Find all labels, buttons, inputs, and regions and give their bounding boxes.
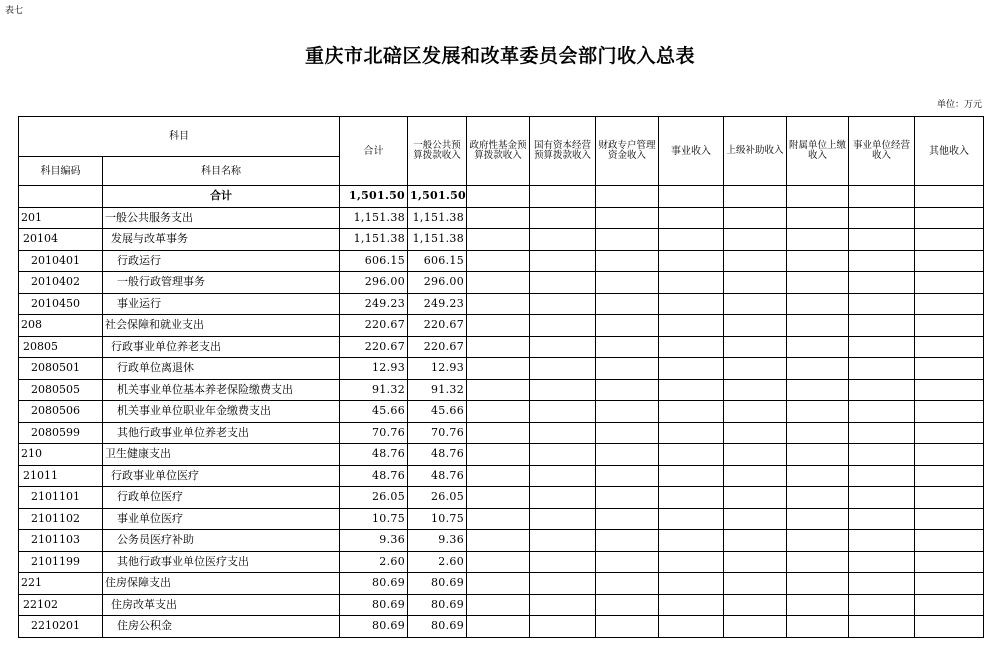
row-general-budget: 12.93: [408, 358, 467, 380]
empty-cell: [915, 530, 984, 552]
empty-cell: [787, 379, 849, 401]
empty-cell: [467, 551, 530, 573]
empty-cell: [915, 508, 984, 530]
empty-cell: [915, 229, 984, 251]
empty-cell: [530, 293, 596, 315]
empty-cell: [724, 272, 787, 294]
empty-cell: [787, 508, 849, 530]
total-row: [19, 186, 984, 208]
subject-name: 一般行政管理事务: [103, 272, 340, 294]
empty-cell: [915, 401, 984, 423]
subject-name: 其他行政事业单位医疗支出: [103, 551, 340, 573]
row-total: 10.75: [340, 508, 408, 530]
row-general-budget: 1,151.38: [408, 207, 467, 229]
table-row: [19, 616, 984, 638]
empty-cell: [915, 594, 984, 616]
empty-cell: [915, 207, 984, 229]
empty-cell: [659, 551, 724, 573]
subject-code: 208: [19, 315, 103, 337]
header-gov-fund: 政府性基金预算拨款收入: [467, 117, 530, 186]
empty-cell: [849, 573, 915, 595]
empty-cell: [659, 616, 724, 638]
row-total: 2.60: [340, 551, 408, 573]
empty-cell: [467, 530, 530, 552]
row-total: 296.00: [340, 272, 408, 294]
subject-code: 210: [19, 444, 103, 466]
subject-name: 一般公共服务支出: [103, 207, 340, 229]
empty-cell: [659, 379, 724, 401]
table-row: [19, 465, 984, 487]
empty-cell: [467, 616, 530, 638]
subject-code: 2101103: [19, 530, 103, 552]
header-operating: 事业单位经营收入: [849, 117, 915, 186]
empty-cell: [724, 422, 787, 444]
empty-cell: [596, 594, 659, 616]
subject-name: 行政运行: [103, 250, 340, 272]
subject-name: 机关事业单位职业年金缴费支出: [103, 401, 340, 423]
subject-name: 行政单位医疗: [103, 487, 340, 509]
empty-cell: [787, 250, 849, 272]
subject-name: 住房公积金: [103, 616, 340, 638]
empty-cell: [467, 422, 530, 444]
empty-cell: [724, 616, 787, 638]
row-general-budget: 70.76: [408, 422, 467, 444]
table-row: [19, 508, 984, 530]
header-business: 事业收入: [659, 117, 724, 186]
header-subject: 科目: [19, 117, 340, 157]
empty-cell: [596, 207, 659, 229]
row-general-budget: 220.67: [408, 315, 467, 337]
total-label: 合计: [103, 186, 340, 208]
empty-cell: [915, 444, 984, 466]
table-row: [19, 250, 984, 272]
empty-cell: [467, 229, 530, 251]
header-state-capital: 国有资本经营预算拨款收入: [530, 117, 596, 186]
empty-cell: [467, 207, 530, 229]
empty-cell: [596, 573, 659, 595]
empty-cell: [530, 444, 596, 466]
empty-cell: [659, 487, 724, 509]
table-row: [19, 551, 984, 573]
empty-cell: [467, 358, 530, 380]
subject-code: 201: [19, 207, 103, 229]
subject-code: 2101199: [19, 551, 103, 573]
empty-cell: [915, 487, 984, 509]
empty-cell: [659, 508, 724, 530]
row-total: 91.32: [340, 379, 408, 401]
subject-name: 行政事业单位医疗: [103, 465, 340, 487]
empty-cell: [724, 186, 787, 208]
row-general-budget: 2.60: [408, 551, 467, 573]
empty-cell: [530, 551, 596, 573]
row-total: 26.05: [340, 487, 408, 509]
subject-code: 2101102: [19, 508, 103, 530]
subject-code: 2010402: [19, 272, 103, 294]
row-general-budget: 10.75: [408, 508, 467, 530]
empty-cell: [915, 358, 984, 380]
subject-name: 卫生健康支出: [103, 444, 340, 466]
empty-cell: [596, 336, 659, 358]
empty-cell: [659, 444, 724, 466]
table-row: [19, 422, 984, 444]
header-other: 其他收入: [915, 117, 984, 186]
empty-cell: [915, 616, 984, 638]
empty-cell: [915, 250, 984, 272]
row-general-budget: 80.69: [408, 616, 467, 638]
empty-cell: [530, 229, 596, 251]
row-general-budget: 80.69: [408, 594, 467, 616]
empty-cell: [724, 444, 787, 466]
empty-cell: [915, 293, 984, 315]
header-general-budget: 一般公共预算拨款收入: [408, 117, 467, 186]
empty-cell: [849, 250, 915, 272]
subject-name: 事业单位医疗: [103, 508, 340, 530]
empty-cell: [915, 379, 984, 401]
empty-cell: [467, 594, 530, 616]
empty-cell: [724, 336, 787, 358]
subject-name: 发展与改革事务: [103, 229, 340, 251]
empty-cell: [659, 250, 724, 272]
empty-cell: [467, 379, 530, 401]
empty-cell: [849, 379, 915, 401]
row-total: 1,151.38: [340, 207, 408, 229]
row-total: 12.93: [340, 358, 408, 380]
empty-cell: [724, 379, 787, 401]
empty-cell: [849, 358, 915, 380]
empty-cell: [596, 186, 659, 208]
empty-cell: [659, 465, 724, 487]
row-general-budget: 26.05: [408, 487, 467, 509]
row-total: 48.76: [340, 444, 408, 466]
empty-cell: [787, 487, 849, 509]
empty-cell: [467, 573, 530, 595]
table-row: [19, 293, 984, 315]
empty-cell: [659, 358, 724, 380]
subject-code: 21011: [19, 465, 103, 487]
empty-cell: [849, 444, 915, 466]
empty-cell: [596, 379, 659, 401]
empty-cell: [530, 379, 596, 401]
empty-cell: [467, 272, 530, 294]
empty-cell: [530, 422, 596, 444]
empty-cell: [849, 272, 915, 294]
row-total: 220.67: [340, 336, 408, 358]
empty-cell: [724, 250, 787, 272]
empty-cell: [849, 465, 915, 487]
empty-cell: [530, 336, 596, 358]
empty-cell: [467, 487, 530, 509]
row-general-budget: 48.76: [408, 465, 467, 487]
empty-cell: [530, 186, 596, 208]
empty-cell: [724, 358, 787, 380]
header-superior-subsidy: 上级补助收入: [724, 117, 787, 186]
empty-cell: [596, 272, 659, 294]
subject-name: 住房保障支出: [103, 573, 340, 595]
table-row: [19, 315, 984, 337]
row-total: 48.76: [340, 465, 408, 487]
empty-cell: [849, 530, 915, 552]
empty-cell: [530, 250, 596, 272]
row-general-budget: 296.00: [408, 272, 467, 294]
empty-cell: [915, 465, 984, 487]
empty-cell: [596, 401, 659, 423]
total-general-budget: 1,501.50: [408, 186, 467, 208]
document-title: 重庆市北碚区发展和改革委员会部门收入总表: [304, 45, 695, 67]
row-general-budget: 9.36: [408, 530, 467, 552]
empty-cell: [596, 250, 659, 272]
empty-cell: [467, 336, 530, 358]
empty-cell: [530, 465, 596, 487]
empty-cell: [849, 487, 915, 509]
subject-code: 2010401: [19, 250, 103, 272]
empty-cell: [787, 272, 849, 294]
empty-cell: [849, 293, 915, 315]
empty-cell: [467, 465, 530, 487]
empty-cell: [724, 229, 787, 251]
subject-code: 221: [19, 573, 103, 595]
empty-cell: [659, 594, 724, 616]
empty-cell: [596, 293, 659, 315]
empty-cell: [724, 465, 787, 487]
empty-cell: [659, 422, 724, 444]
table-row: [19, 358, 984, 380]
empty-cell: [787, 401, 849, 423]
empty-cell: [659, 315, 724, 337]
empty-cell: [467, 250, 530, 272]
empty-cell: [787, 336, 849, 358]
empty-cell: [596, 465, 659, 487]
empty-cell: [530, 358, 596, 380]
empty-cell: [849, 229, 915, 251]
empty-cell: [849, 401, 915, 423]
empty-cell: [849, 315, 915, 337]
subject-code: 2210201: [19, 616, 103, 638]
subject-code: 20104: [19, 229, 103, 251]
table-row: [19, 401, 984, 423]
empty-cell: [596, 229, 659, 251]
empty-cell: [787, 573, 849, 595]
subject-name: 社会保障和就业支出: [103, 315, 340, 337]
row-general-budget: 48.76: [408, 444, 467, 466]
subject-name: 行政单位离退休: [103, 358, 340, 380]
header-name: 科目名称: [103, 157, 340, 186]
empty-cell: [467, 293, 530, 315]
empty-cell: [915, 422, 984, 444]
subject-code: 2101101: [19, 487, 103, 509]
row-total: 9.36: [340, 530, 408, 552]
table-row: [19, 444, 984, 466]
empty-cell: [787, 530, 849, 552]
row-total: 45.66: [340, 401, 408, 423]
table-label: 表七: [5, 6, 24, 16]
empty-cell: [467, 401, 530, 423]
empty-cell: [787, 465, 849, 487]
row-total: 249.23: [340, 293, 408, 315]
empty-cell: [467, 508, 530, 530]
empty-cell: [787, 229, 849, 251]
empty-cell: [659, 229, 724, 251]
subject-code: 2080599: [19, 422, 103, 444]
empty-cell: [724, 207, 787, 229]
empty-cell: [596, 358, 659, 380]
subject-code: 2080501: [19, 358, 103, 380]
empty-cell: [787, 616, 849, 638]
row-general-budget: 80.69: [408, 573, 467, 595]
subject-name: 事业运行: [103, 293, 340, 315]
empty-cell: [659, 186, 724, 208]
row-total: 80.69: [340, 573, 408, 595]
empty-cell: [530, 530, 596, 552]
header-total: 合计: [340, 117, 408, 186]
table-row: [19, 272, 984, 294]
row-general-budget: 45.66: [408, 401, 467, 423]
subject-name: 公务员医疗补助: [103, 530, 340, 552]
empty-cell: [787, 186, 849, 208]
table-row: [19, 594, 984, 616]
empty-cell: [724, 594, 787, 616]
row-total: 80.69: [340, 616, 408, 638]
unit-label: 单位：万元: [936, 100, 982, 110]
subject-code: 2080506: [19, 401, 103, 423]
empty-cell: [659, 207, 724, 229]
empty-cell: [787, 293, 849, 315]
empty-cell: [659, 530, 724, 552]
empty-cell: [724, 573, 787, 595]
row-general-budget: 1,151.38: [408, 229, 467, 251]
subject-name: 机关事业单位基本养老保险缴费支出: [103, 379, 340, 401]
empty-cell: [787, 594, 849, 616]
empty-cell: [849, 594, 915, 616]
empty-cell: [467, 444, 530, 466]
empty-cell: [849, 508, 915, 530]
empty-cell: [596, 616, 659, 638]
row-total: 220.67: [340, 315, 408, 337]
subject-code: 2010450: [19, 293, 103, 315]
header-affiliated: 附属单位上缴收入: [787, 117, 849, 186]
empty-cell: [596, 487, 659, 509]
empty-cell: [659, 293, 724, 315]
empty-cell: [530, 487, 596, 509]
empty-cell: [724, 530, 787, 552]
empty-cell: [787, 422, 849, 444]
empty-cell: [659, 272, 724, 294]
empty-cell: [467, 186, 530, 208]
empty-cell: [467, 315, 530, 337]
header-code: 科目编码: [19, 157, 103, 186]
empty-cell: [915, 336, 984, 358]
row-total: 70.76: [340, 422, 408, 444]
empty-cell: [787, 551, 849, 573]
empty-cell: [849, 186, 915, 208]
empty-cell: [530, 272, 596, 294]
row-general-budget: 220.67: [408, 336, 467, 358]
table-row: [19, 487, 984, 509]
row-total: 606.15: [340, 250, 408, 272]
empty-cell: [787, 444, 849, 466]
empty-cell: [659, 573, 724, 595]
subject-name: 住房改革支出: [103, 594, 340, 616]
subject-name: 其他行政事业单位养老支出: [103, 422, 340, 444]
table-row: [19, 336, 984, 358]
subject-code: 20805: [19, 336, 103, 358]
empty-cell: [724, 508, 787, 530]
row-general-budget: 606.15: [408, 250, 467, 272]
table-row: [19, 229, 984, 251]
empty-cell: [596, 508, 659, 530]
empty-cell: [915, 272, 984, 294]
empty-cell: [915, 573, 984, 595]
empty-cell: [849, 616, 915, 638]
empty-cell: [659, 401, 724, 423]
empty-cell: [530, 315, 596, 337]
empty-cell: [596, 315, 659, 337]
header-fiscal-special: 财政专户管理资金收入: [596, 117, 659, 186]
total-code-cell: [19, 186, 103, 208]
empty-cell: [915, 186, 984, 208]
empty-cell: [659, 336, 724, 358]
empty-cell: [724, 293, 787, 315]
row-total: 80.69: [340, 594, 408, 616]
empty-cell: [787, 315, 849, 337]
table-row: [19, 530, 984, 552]
empty-cell: [915, 315, 984, 337]
empty-cell: [530, 616, 596, 638]
row-general-budget: 249.23: [408, 293, 467, 315]
empty-cell: [596, 422, 659, 444]
empty-cell: [530, 573, 596, 595]
empty-cell: [530, 207, 596, 229]
empty-cell: [724, 401, 787, 423]
empty-cell: [787, 358, 849, 380]
empty-cell: [724, 315, 787, 337]
empty-cell: [530, 401, 596, 423]
income-summary-table: [18, 116, 984, 638]
empty-cell: [915, 551, 984, 573]
row-total: 1,151.38: [340, 229, 408, 251]
empty-cell: [849, 336, 915, 358]
subject-code: 22102: [19, 594, 103, 616]
empty-cell: [596, 444, 659, 466]
subject-code: 2080505: [19, 379, 103, 401]
empty-cell: [596, 551, 659, 573]
row-general-budget: 91.32: [408, 379, 467, 401]
empty-cell: [849, 422, 915, 444]
total-amount: 1,501.50: [340, 186, 408, 208]
empty-cell: [530, 508, 596, 530]
empty-cell: [849, 207, 915, 229]
table-row: [19, 379, 984, 401]
subject-name: 行政事业单位养老支出: [103, 336, 340, 358]
empty-cell: [849, 551, 915, 573]
empty-cell: [530, 594, 596, 616]
empty-cell: [724, 487, 787, 509]
empty-cell: [787, 207, 849, 229]
table-row: [19, 573, 984, 595]
empty-cell: [596, 530, 659, 552]
empty-cell: [724, 551, 787, 573]
table-row: [19, 207, 984, 229]
